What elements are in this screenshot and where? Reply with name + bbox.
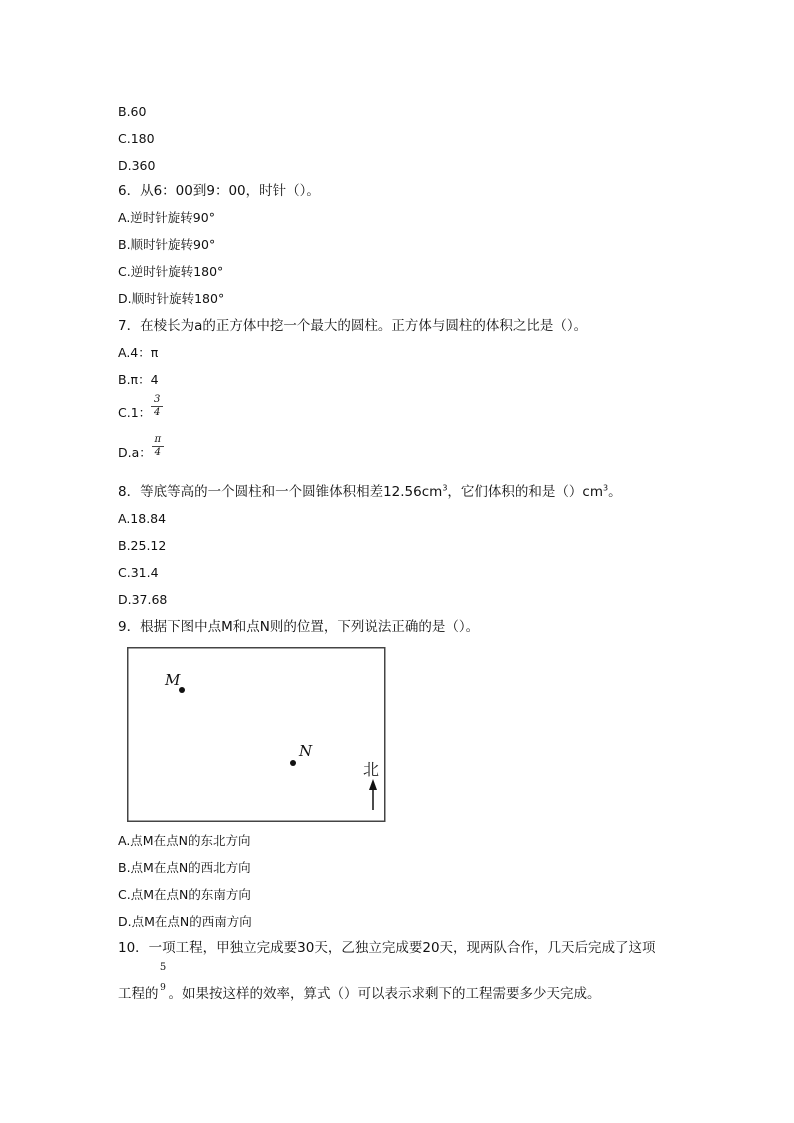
q8-option-a: A.18.84 <box>118 511 167 526</box>
q5-option-d: D.360 <box>118 158 156 173</box>
q6-option-d: D.顺时针旋转180° <box>118 291 225 306</box>
q7-option-c <box>118 394 163 421</box>
q10-line2-prefix: 工程的 <box>118 986 159 1002</box>
q8-stem-part3: 。 <box>608 484 622 500</box>
q9-option-c: C.点M在点N的东南方向 <box>118 887 251 902</box>
point-n <box>290 760 296 766</box>
q9-option-d: D.点M在点N的西南方向 <box>118 914 252 929</box>
q10-line2-suffix: 。如果按这样的效率，算式（）可以表示求剩下的工程需要多少天完成。 <box>168 986 601 1002</box>
point-n-label: N <box>299 742 313 760</box>
point-m-label: M <box>165 671 181 689</box>
q7-option-d-numerator: π <box>152 434 164 447</box>
q9-option-b: B.点M在点N的西北方向 <box>118 860 251 875</box>
q7-option-a: A.4：π <box>118 345 159 360</box>
q5-option-c: C.180 <box>118 131 155 146</box>
q8-option-c: C.31.4 <box>118 565 159 580</box>
q7-option-c-numerator: 3 <box>151 394 163 407</box>
q8-sup-2: 3 <box>602 483 609 493</box>
q6-stem: 6．从6：00到9：00，时针（）。 <box>118 183 320 199</box>
q9-stem: 9．根据下图中点M和点N则的位置，下列说法正确的是（）。 <box>118 619 480 635</box>
q7-option-d-denominator: 4 <box>154 447 161 458</box>
q10-fraction-numerator: 5 <box>159 962 167 973</box>
q7-stem: 7．在棱长为a的正方体中挖一个最大的圆柱。正方体与圆柱的体积之比是（）。 <box>118 318 588 334</box>
q8-option-b: B.25.12 <box>118 538 167 553</box>
point-m <box>179 687 185 693</box>
q10-line1: 10．一项工程，甲独立完成要30天，乙独立完成要20天，现两队合作，几天后完成了这项 <box>118 940 656 956</box>
q8-option-d: D.37.68 <box>118 592 168 607</box>
q7-option-d <box>118 434 164 461</box>
q10-fraction-denominator: 9 <box>160 983 166 993</box>
q8-stem-part1: 8．等底等高的一个圆柱和一个圆锥体积相差12.56cm <box>118 484 443 500</box>
position-map <box>127 647 386 823</box>
q6-option-b: B.顺时针旋转90° <box>118 237 216 252</box>
north-label: 北 <box>363 760 380 779</box>
q8-stem <box>118 484 622 500</box>
q7-option-c-fraction <box>151 394 163 419</box>
q7-option-b: B.π：4 <box>118 372 159 387</box>
q7-option-d-prefix: D.a： <box>118 445 152 460</box>
q8-sup-1: 3 <box>442 483 448 493</box>
q8-stem-part2: ，它们体积的和是（）cm <box>447 484 603 500</box>
q10-line2 <box>118 986 601 1002</box>
q9-option-a: A.点M在点N的东北方向 <box>118 833 251 848</box>
q7-option-d-fraction <box>152 434 164 459</box>
q6-option-c: C.逆时针旋转180° <box>118 264 224 279</box>
q7-option-c-denominator: 4 <box>153 407 161 418</box>
q6-option-a: A.逆时针旋转90° <box>118 210 215 225</box>
q5-option-b: B.60 <box>118 104 147 119</box>
q7-option-c-prefix: C.1： <box>118 405 152 420</box>
